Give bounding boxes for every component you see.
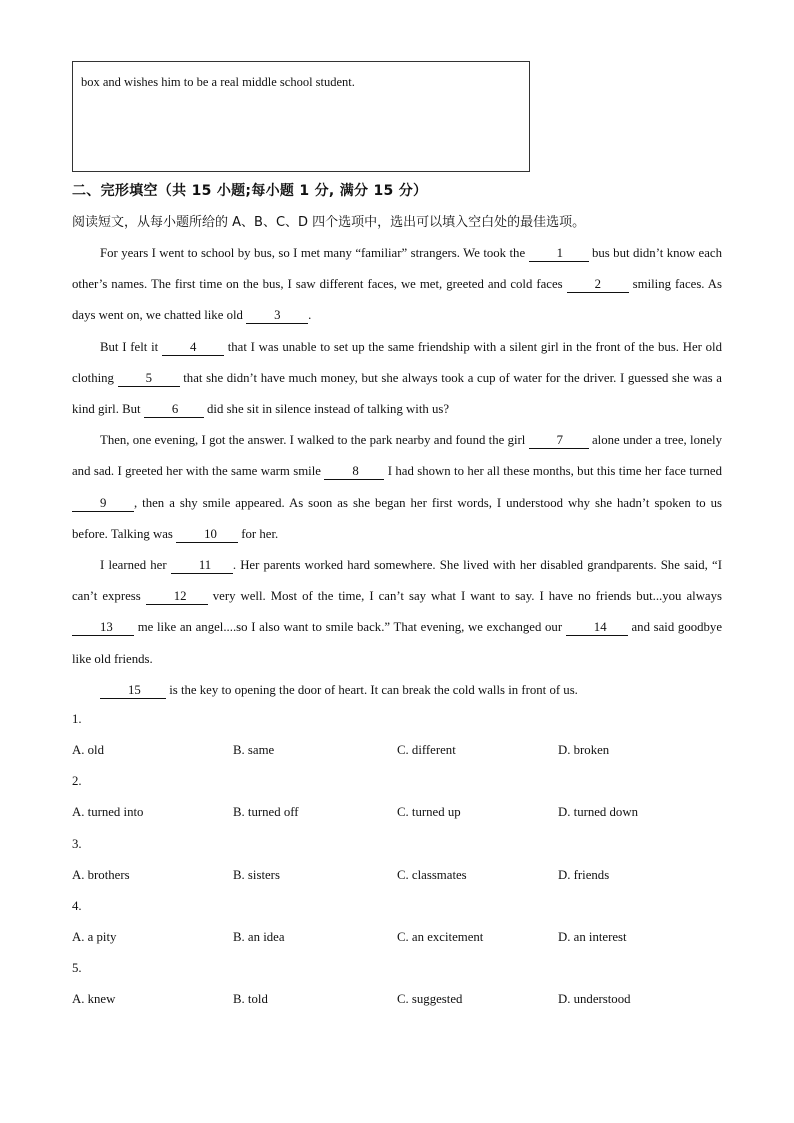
option-d[interactable]: D. turned down [558,805,638,819]
blank-14: 14 [566,619,628,636]
text: that she didn’t have much money, but she always took a cup of water for the driver. I guessed she was a kind girl. But [72,370,722,417]
option-d[interactable]: D. understood [558,992,631,1006]
blank-11: 11 [171,557,233,574]
option-a[interactable]: A. a pity [72,930,117,944]
option-b[interactable]: B. turned off [233,805,299,819]
text: Then, one evening, I got the answer. I walked to the park nearby and found the girl [100,433,526,448]
option-d[interactable]: D. an interest [558,930,627,944]
option-d[interactable]: D. friends [558,868,610,882]
option-a[interactable]: A. old [72,743,104,757]
text: alone under a tree, lonely and sad. I greeted her with the same warm smile [72,433,723,479]
paragraph-5 [72,675,722,706]
blank-15: 15 [100,682,166,699]
option-d[interactable]: D. broken [558,743,610,757]
option-a[interactable]: A. turned into [72,805,144,819]
question-number: 3. [72,837,82,851]
blank-2: 2 [567,276,629,293]
text: But I felt it [100,339,159,354]
paragraph-4 [72,550,722,675]
blank-6: 6 [144,401,204,418]
blank-3: 3 [246,307,308,324]
option-a[interactable]: A. knew [72,992,116,1006]
paragraph-2 [72,332,722,426]
blank-12: 12 [146,588,208,605]
option-c[interactable]: C. an excitement [397,930,484,944]
option-b[interactable]: B. same [233,743,275,757]
question-number: 4. [72,899,82,913]
option-c[interactable]: C. classmates [397,868,467,882]
instruction: 阅读短文，从每小题所给的 A、B、C、D 四个选项中，选出可以填入空白处的最佳选项。 [72,215,586,230]
text: that I was unable to set up the same friendship with a silent girl in the front of the bus. Her old clothing [72,339,723,385]
option-b[interactable]: B. sisters [233,868,280,882]
blank-4: 4 [162,339,224,356]
text: for her. [241,526,279,541]
text: is the key to opening the door of heart. It can break the cold walls in front of us. [169,682,578,697]
text: did she sit in silence instead of talking with us? [207,402,450,417]
text: smiling faces. As days went on, we chatted like old [72,277,723,323]
option-b[interactable]: B. told [233,992,268,1006]
option-c[interactable]: C. suggested [397,992,463,1006]
question-number: 2. [72,774,82,788]
option-c[interactable]: C. different [397,743,456,757]
text: very well. Most of the time, I can’t say what I want to say. I have no friends but...you always [212,589,722,604]
blank-10: 10 [176,526,238,543]
text: , then a shy smile appeared. As soon as she began her first words, I understood why she hadn’t spoken to us before. Talking was [72,495,722,541]
option-b[interactable]: B. an idea [233,930,285,944]
paragraph-3 [72,425,722,550]
box-text: box and wishes him to be a real middle school student. [81,75,355,89]
question-number: 5. [72,961,82,975]
option-c[interactable]: C. turned up [397,805,461,819]
paragraph-1 [72,238,722,332]
answer-box [72,61,530,172]
text: bus but didn’t know each other’s names. The first time on the bus, I saw different faces, we met, greeted and cold faces [72,246,722,292]
text: and said goodbye like old friends. [72,620,723,666]
text: me like an angel....so I also want to smile back.” That evening, we exchanged our [137,620,563,635]
blank-5: 5 [118,370,180,387]
blank-8: 8 [324,463,384,480]
question-number: 1. [72,712,82,726]
blank-13: 13 [72,619,134,636]
text: . [308,308,312,323]
blank-7: 7 [529,432,589,449]
option-a[interactable]: A. brothers [72,868,130,882]
text: For years I went to school by bus, so I met many “familiar” strangers. We took the [100,246,526,260]
text: I learned her [100,558,167,573]
section-title: 二、完形填空（共 15 小题;每小题 1 分, 满分 15 分） [72,183,428,199]
blank-9: 9 [72,495,134,512]
passage [72,238,722,706]
blank-1: 1 [529,245,589,262]
text: . Her parents worked hard somewhere. She lived with her disabled grandparents. She said, “I can’t express [72,558,723,604]
text: I had shown to her all these months, but this time her face turned [387,464,723,479]
